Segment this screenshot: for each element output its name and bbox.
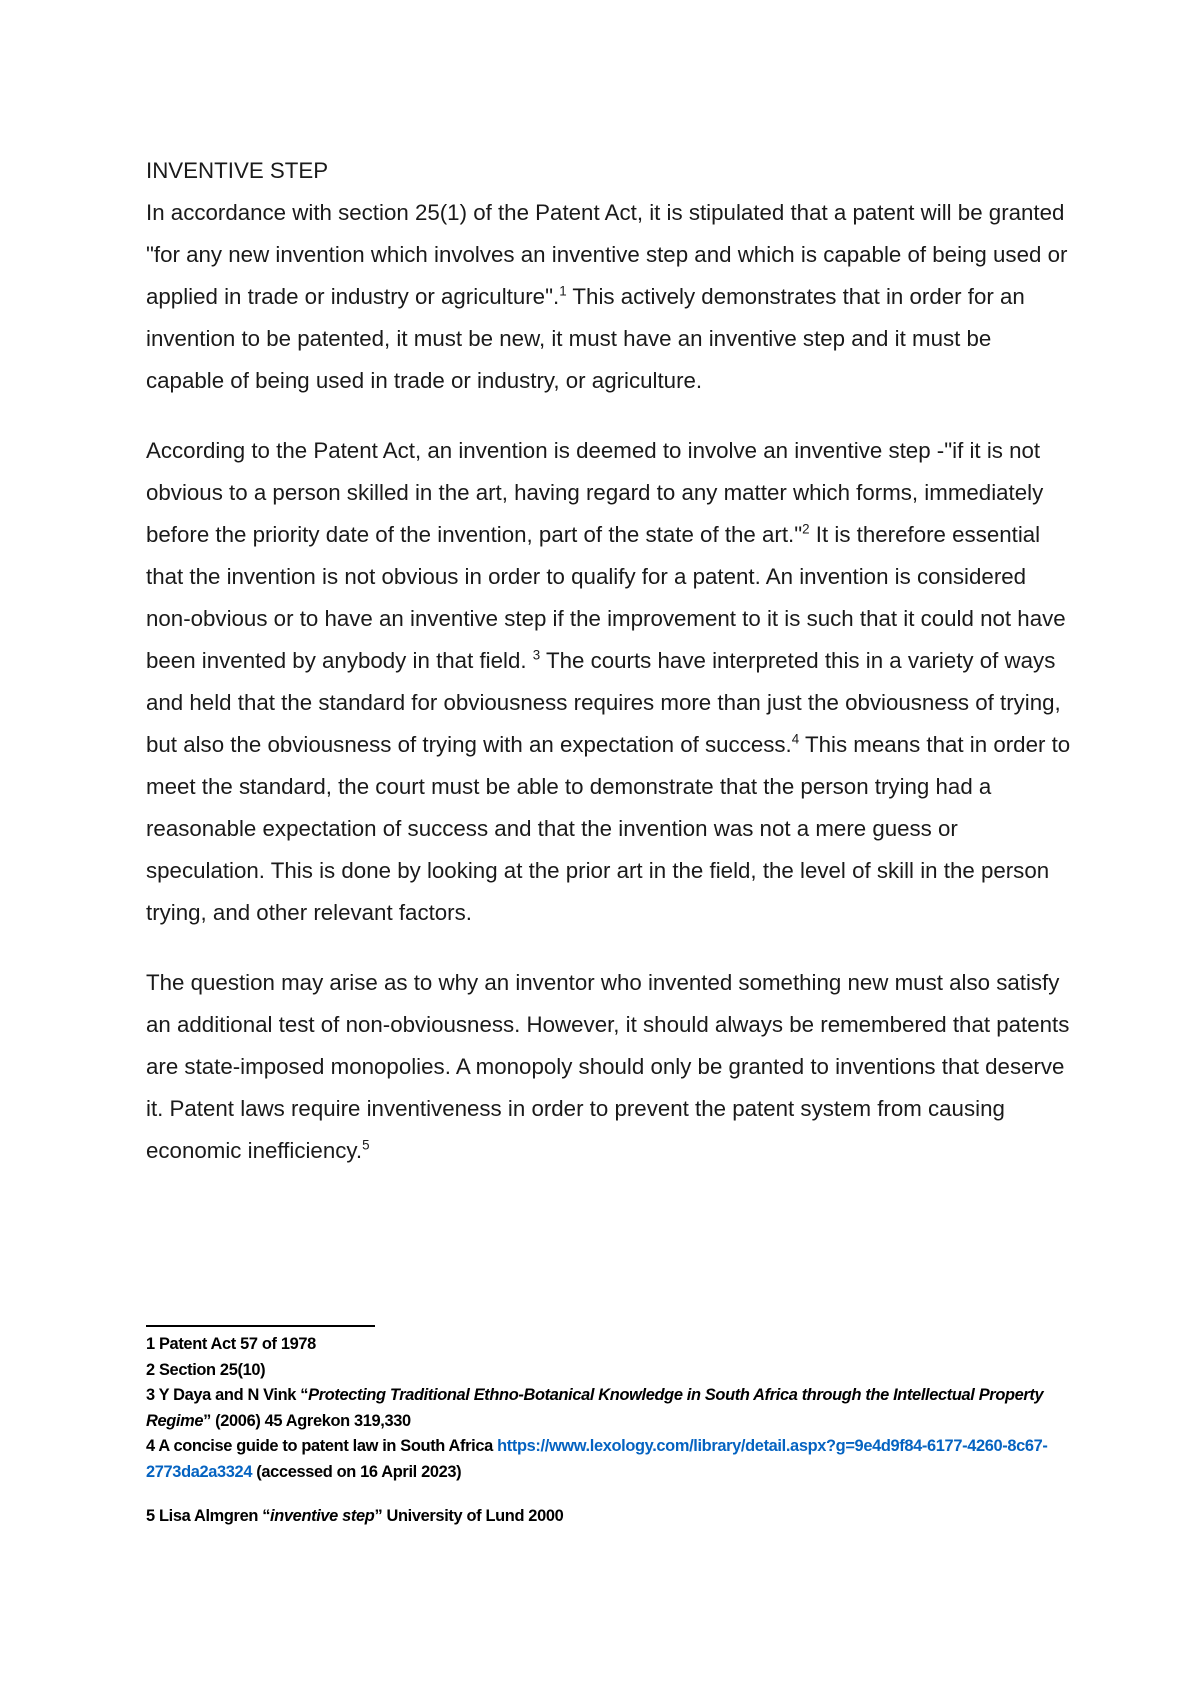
- text-run: 5 Lisa Almgren “: [146, 1507, 271, 1525]
- footnote-reference[interactable]: 3: [532, 647, 541, 663]
- text-run: It is therefore essential that the invention is not obvious in order to qualify for a patent. An invention is considered non-obvious or to have an inventive step if the improvement to it is such that it could not have been invented by anybody in that field.: [146, 522, 1066, 673]
- paragraph: [146, 430, 1071, 934]
- text-run: This actively demonstrates that in order for an invention to be patented, it must be new, it must have an inventive step and it must be capable of being used in trade or industry, or agriculture.: [146, 284, 1025, 393]
- footnote-reference[interactable]: 1: [559, 283, 567, 299]
- text-run: 3 Y Daya and N Vink “: [146, 1386, 309, 1404]
- text-run: ” (2006) 45 Agrekon 319,330: [203, 1411, 411, 1430]
- footnote: [146, 1434, 1076, 1485]
- footnote-link[interactable]: https://www.lexology.com/library/detail.aspx?g=9e4d9f84-6177-4260-8c67-2773da2a3324: [146, 1437, 1048, 1481]
- footnote: [146, 1383, 1076, 1434]
- italic-title: inventive step: [270, 1507, 375, 1525]
- italic-title: Protecting Traditional Ethno-Botanical Knowledge in South Africa through the Intellectual Property Regime: [146, 1386, 1044, 1430]
- text-run: The courts have interpreted this in a variety of ways and held that the standard for obviousness requires more than just the obviousness of trying, but also the obviousness of trying with an expectation of success.: [146, 648, 1061, 757]
- text-run: The question may arise as to why an inventor who invented something new must also satisfy an additional test of non-obviousness. However, it should always be remembered that patents are state-imposed monopolies. A monopoly should only be granted to inventions that deserve it. Patent laws require inventiveness in order to prevent the patent system from causing economic inefficiency.: [146, 970, 1070, 1163]
- footnote-reference[interactable]: 4: [791, 731, 800, 747]
- text-run: In accordance with section 25(1) of the Patent Act, it is stipulated that a patent will be granted "for any new invention which involves an inventive step and which is capable of being used or applied in trade or industry or agriculture".: [146, 200, 1068, 309]
- footnote: [146, 1358, 1076, 1384]
- text-run: This means that in order to meet the standard, the court must be able to demonstrate that the person trying had a reasonable expectation of success and that the invention was not a mere guess or speculation. This is done by looking at the prior art in the field, the level of skill in the person trying, and other relevant factors.: [146, 732, 1071, 925]
- paragraph: [146, 962, 1071, 1172]
- footnote: [146, 1504, 1076, 1530]
- footnote-reference[interactable]: 5: [362, 1137, 370, 1153]
- page-title: INVENTIVE STEP: [146, 158, 329, 183]
- text-run: (accessed on 16 April 2023): [252, 1462, 462, 1481]
- paragraph: [146, 192, 1071, 402]
- footnotes: [146, 1332, 1076, 1530]
- footnote: [146, 1332, 1076, 1358]
- text-run: 4 A concise guide to patent law in South Africa: [146, 1437, 498, 1455]
- text-run: 1 Patent Act 57 of 1978: [146, 1335, 316, 1353]
- text-run: 2 Section 25(10): [146, 1360, 266, 1379]
- text-run: According to the Patent Act, an invention is deemed to involve an inventive step -"if it is not obvious to a person skilled in the art, having regard to any matter which forms, immediately before the priority date of the invention, part of the state of the art.": [146, 438, 1044, 547]
- text-run: ” University of Lund 2000: [374, 1507, 564, 1525]
- footnote-reference[interactable]: 2: [802, 521, 810, 537]
- footnote-separator: [146, 1325, 375, 1327]
- document-body: [146, 150, 1071, 1200]
